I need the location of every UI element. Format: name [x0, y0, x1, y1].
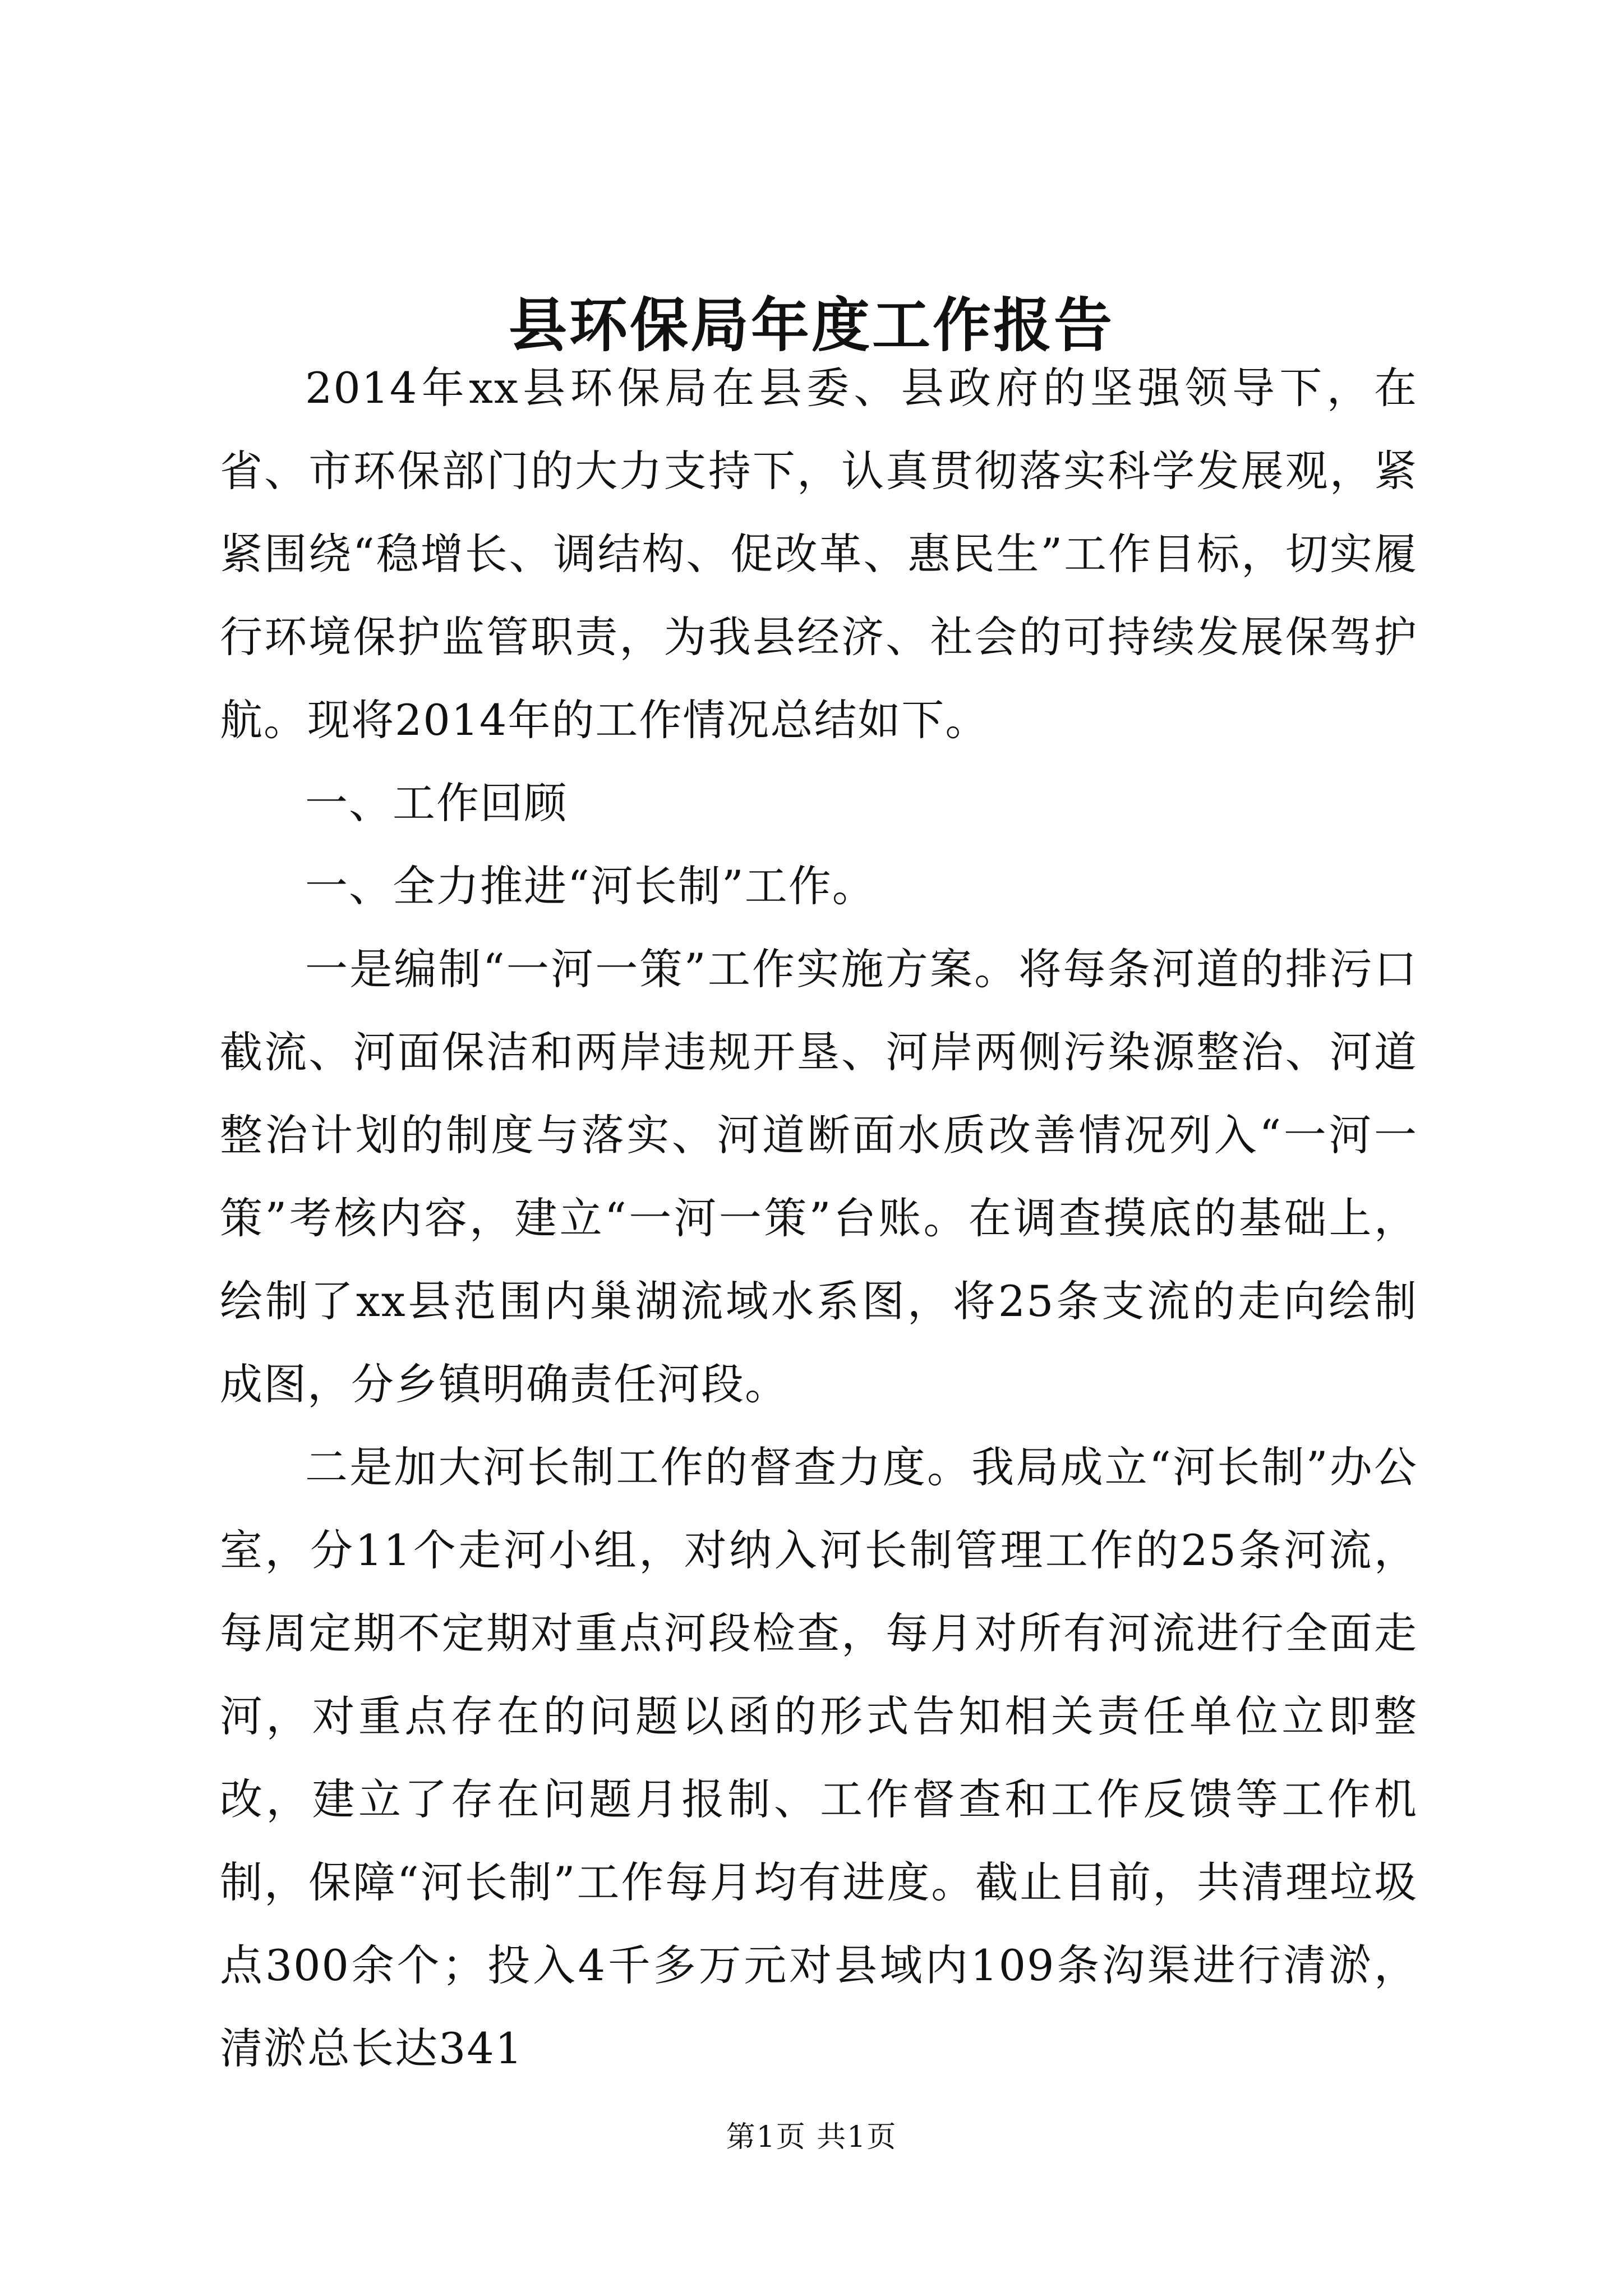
page-footer: 第1页 共1页 [726, 2120, 897, 2154]
paragraph-supervision: 二是加大河长制工作的督查力度。我局成立“河长制”办公室，分11个走河小组，对纳入河长制管理工作的25条河流，每周定期不定期对重点河段检查，每月对所有河流进行全面走河，对重点存在的问题以函的形式告知相关责任单位立即整改，建立了存在问题月报制、工作督查和工作反馈等工作机制，保障“河长制”工作每月均有进度。截止目前，共清理垃圾点300余个；投入4千多万元对县域内109条沟渠进行清淤，清淤总长达341 [220, 1442, 1418, 2073]
document-body [220, 347, 1418, 2090]
paragraph-one-river-one-policy: 一是编制“一河一策”工作实施方案。将每条河道的排污口截流、河面保洁和两岸违规开垦、河岸两侧污染源整治、河道整治计划的制度与落实、河道断面水质改善情况列入“一河一策”考核内容，建立“一河一策”台账。在调查摸底的基础上，绘制了xx县范围内巢湖流域水系图，将25条支流的走向绘制成图，分乡镇明确责任河段。 [220, 944, 1418, 1409]
document-title: 县环保局年度工作报告 [508, 291, 1114, 360]
section-heading-review: 一、工作回顾 [305, 778, 568, 828]
subsection-heading-river-chief: 一、全力推进“河长制”工作。 [305, 861, 876, 911]
paragraph-intro: 2014年xx县环保局在县委、县政府的坚强领导下，在省、市环保部门的大力支持下，认真贯彻落实科学发展观，紧紧围绕“稳增长、调结构、促改革、惠民生”工作目标，切实履行环境保护监管职责，为我县经济、社会的可持续发展保驾护航。现将2014年的工作情况总结如下。 [220, 363, 1418, 745]
